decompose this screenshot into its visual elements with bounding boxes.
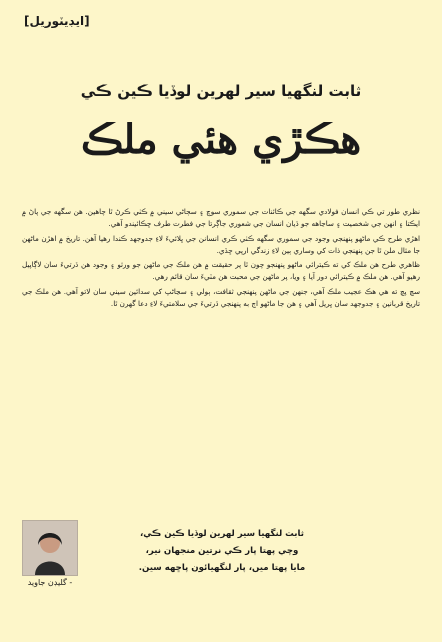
author-line: ثابت لنگهيا سير لهرين لوڏيا ڪين ڪي: [80, 82, 362, 100]
poem-line: ثابت لنگهيا سير لهرين لوڏيا ڪين ڪي،: [140, 529, 304, 539]
photo-caption: - گليڊن جاويد: [27, 578, 73, 587]
poem: [72, 526, 372, 577]
paragraph: سچ پچ ته هي هڪ عجيب ملڪ آهي، جنهن جي ماڻهن پنهنجي ثقافت، ٻولي ۽ سڃاڻپ کي سدائين سيني سان لاتو آهي. هن ملڪ جي تاريخ قربانين ۽ جدوجهد سان ڀريل آهي ۽ هن جا ماڻهو اڄ به پنهنجي ڌرتيءَ جي سلامتيءَ لاءِ دعا گهرن ٿا.: [22, 286, 420, 309]
author-photo: [22, 520, 78, 576]
section-tag: [ايڊيٽوريل]: [24, 14, 90, 28]
poem-line: وچي پهتا پار ڪي نرتين منجهان نير،: [145, 546, 299, 556]
headline: هڪڙي هئي ملڪ: [80, 116, 362, 163]
poem-line: مايا پهتا ميں، پار لنگهيائون پاڇهه سين.: [138, 563, 306, 573]
paragraph: نظري طور تي ڪي انسان فولادي سگهه جي ڪائنات جي سموري سوچ ۽ سڄاڻي سيني ۾ ڪٺي ڪرڻ ٿا چاهين. هن سگهه جي پاڻ ۾ ايڪتا ۽ انهن جي شخصيت ۽ ساڃاهه جو ڌيان انسان جي شعوري جاڳرتا جي فطرت طرف ڇڪائيندو آهي.: [22, 207, 420, 229]
paragraph: اهڙي طرح ڪي ماڻهو پنهنجي وجود جي سموري سگهه ڪٺي ڪري انسانن جي ڀلائيءَ لاءِ جدوجهد ڪندا رهيا آهن. تاريخ ۾ اهڙن ماڻهن جا مثال ملن ٿا جن پنهنجي ذات کي وساري ٻين لاءِ زندگي ارپي ڇڏي.: [22, 233, 420, 255]
paragraph: ظاهري طرح هن ملڪ کي ته ڪيترائي ماڻهو پنهنجو چون ٿا پر حقيقت ۾ هن ملڪ جي ماڻهن جو ورثو ۽ وجود هن ڌرتيءَ سان لاڳاپيل رهيو آهي. هن ملڪ ۾ ڪيترائي دور آيا ۽ ويا، پر ماڻهن جي محبت هن مٽيءَ سان قائم رهي.: [22, 260, 420, 282]
portrait-image: [23, 521, 77, 575]
article-body: [22, 206, 420, 312]
